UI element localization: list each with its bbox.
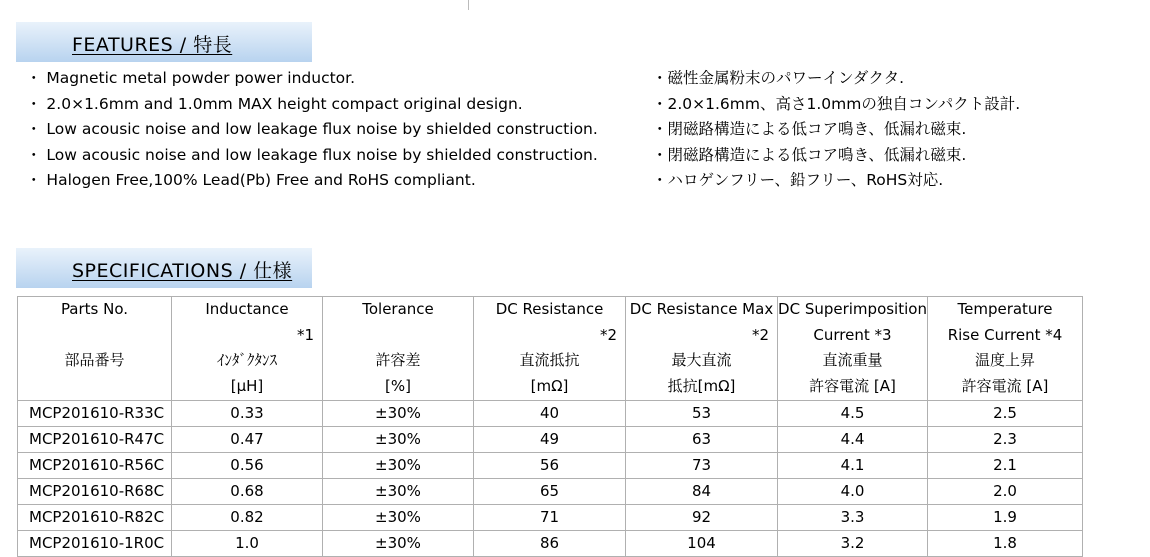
table-row (18, 505, 1083, 531)
cell-tolerance: ±30% (323, 531, 474, 557)
feature-item-ja: ・磁性金属粉末のパワーインダクタ. (652, 69, 904, 87)
cell-temperature-rise-current: 2.3 (928, 427, 1083, 453)
cell-superimposition-current: 3.2 (778, 531, 928, 557)
feature-item-ja: ・ハロゲンフリー、鉛フリー、RoHS対応. (652, 171, 944, 189)
table-row (18, 401, 1083, 427)
feature-item-en: ・ Low acousic noise and low leakage flux noise by shielded construction. (26, 145, 598, 164)
header-dc-resistance: DC Resistance *2 直流抵抗 [mΩ] (474, 297, 626, 401)
features-list-en (26, 66, 598, 194)
cell-dc-resistance: 65 (474, 479, 626, 505)
cell-dc-resistance-max: 84 (626, 479, 778, 505)
cell-dc-resistance-max: 73 (626, 453, 778, 479)
cell-tolerance: ±30% (323, 505, 474, 531)
cell-inductance: 0.47 (172, 427, 323, 453)
cell-temperature-rise-current: 1.8 (928, 531, 1083, 557)
cell-temperature-rise-current: 1.9 (928, 505, 1083, 531)
cell-part-no: MCP201610-R33C (18, 401, 172, 427)
cell-inductance: 0.68 (172, 479, 323, 505)
cell-temperature-rise-current: 2.1 (928, 453, 1083, 479)
table-row (18, 427, 1083, 453)
cell-temperature-rise-current: 2.0 (928, 479, 1083, 505)
specifications-title: SPECIFICATIONS / 仕様 (72, 260, 293, 282)
cell-dc-resistance-max: 53 (626, 401, 778, 427)
cell-superimposition-current: 4.4 (778, 427, 928, 453)
specifications-header (16, 248, 312, 288)
cell-superimposition-current: 4.1 (778, 453, 928, 479)
specifications-table (17, 296, 1083, 557)
feature-item-en: ・ Magnetic metal powder power inductor. (26, 69, 356, 87)
cell-inductance: 1.0 (172, 531, 323, 557)
cell-inductance: 0.82 (172, 505, 323, 531)
feature-item-ja: ・2.0×1.6mm、高さ1.0mmの独自コンパクト設計. (652, 94, 1021, 113)
cell-part-no: MCP201610-R82C (18, 505, 172, 531)
cell-superimposition-current: 3.3 (778, 505, 928, 531)
header-temperature-rise: Temperature Rise Current *4 温度上昇 許容電流 [A] (928, 297, 1083, 401)
cell-dc-resistance: 49 (474, 427, 626, 453)
cell-part-no: MCP201610-1R0C (18, 531, 172, 557)
cell-superimposition-current: 4.5 (778, 401, 928, 427)
header-parts-no: Parts No. 部品番号 (18, 297, 172, 401)
cell-dc-resistance: 40 (474, 401, 626, 427)
header-dc-resistance-max: DC Resistance Max *2 最大直流 抵抗[mΩ] (626, 297, 778, 401)
cell-part-no: MCP201610-R68C (18, 479, 172, 505)
cell-inductance: 0.33 (172, 401, 323, 427)
features-list-ja (652, 66, 1020, 194)
header-dc-superimposition: DC Superimposition Current *3 直流重量 許容電流 [A] (778, 297, 928, 401)
header-inductance: Inductance *1 ｲﾝﾀﾞｸﾀﾝｽ [μH] (172, 297, 323, 401)
cell-tolerance: ±30% (323, 453, 474, 479)
feature-item-en: ・ Low acousic noise and low leakage flux noise by shielded construction. (26, 120, 598, 138)
feature-item-ja: ・閉磁路構造による低コア鳴き、低漏れ磁束. (652, 145, 967, 164)
cell-inductance: 0.56 (172, 453, 323, 479)
table-row (18, 453, 1083, 479)
feature-item-en: ・ 2.0×1.6mm and 1.0mm MAX height compact original design. (26, 94, 523, 113)
cell-superimposition-current: 4.0 (778, 479, 928, 505)
features-title: FEATURES / 特長 (72, 34, 233, 56)
top-divider (468, 0, 469, 10)
table-header-row (18, 297, 1083, 401)
cell-dc-resistance: 56 (474, 453, 626, 479)
header-tolerance: Tolerance 許容差 [%] (323, 297, 474, 401)
features-header (16, 22, 312, 62)
table-row (18, 479, 1083, 505)
cell-part-no: MCP201610-R47C (18, 427, 172, 453)
cell-part-no: MCP201610-R56C (18, 453, 172, 479)
cell-dc-resistance: 86 (474, 531, 626, 557)
cell-dc-resistance-max: 63 (626, 427, 778, 453)
cell-dc-resistance: 71 (474, 505, 626, 531)
cell-dc-resistance-max: 92 (626, 505, 778, 531)
cell-tolerance: ±30% (323, 401, 474, 427)
cell-tolerance: ±30% (323, 427, 474, 453)
cell-dc-resistance-max: 104 (626, 531, 778, 557)
feature-item-ja: ・閉磁路構造による低コア鳴き、低漏れ磁束. (652, 120, 967, 138)
feature-item-en: ・ Halogen Free,100% Lead(Pb) Free and RoHS compliant. (26, 171, 476, 189)
cell-temperature-rise-current: 2.5 (928, 401, 1083, 427)
cell-tolerance: ±30% (323, 479, 474, 505)
